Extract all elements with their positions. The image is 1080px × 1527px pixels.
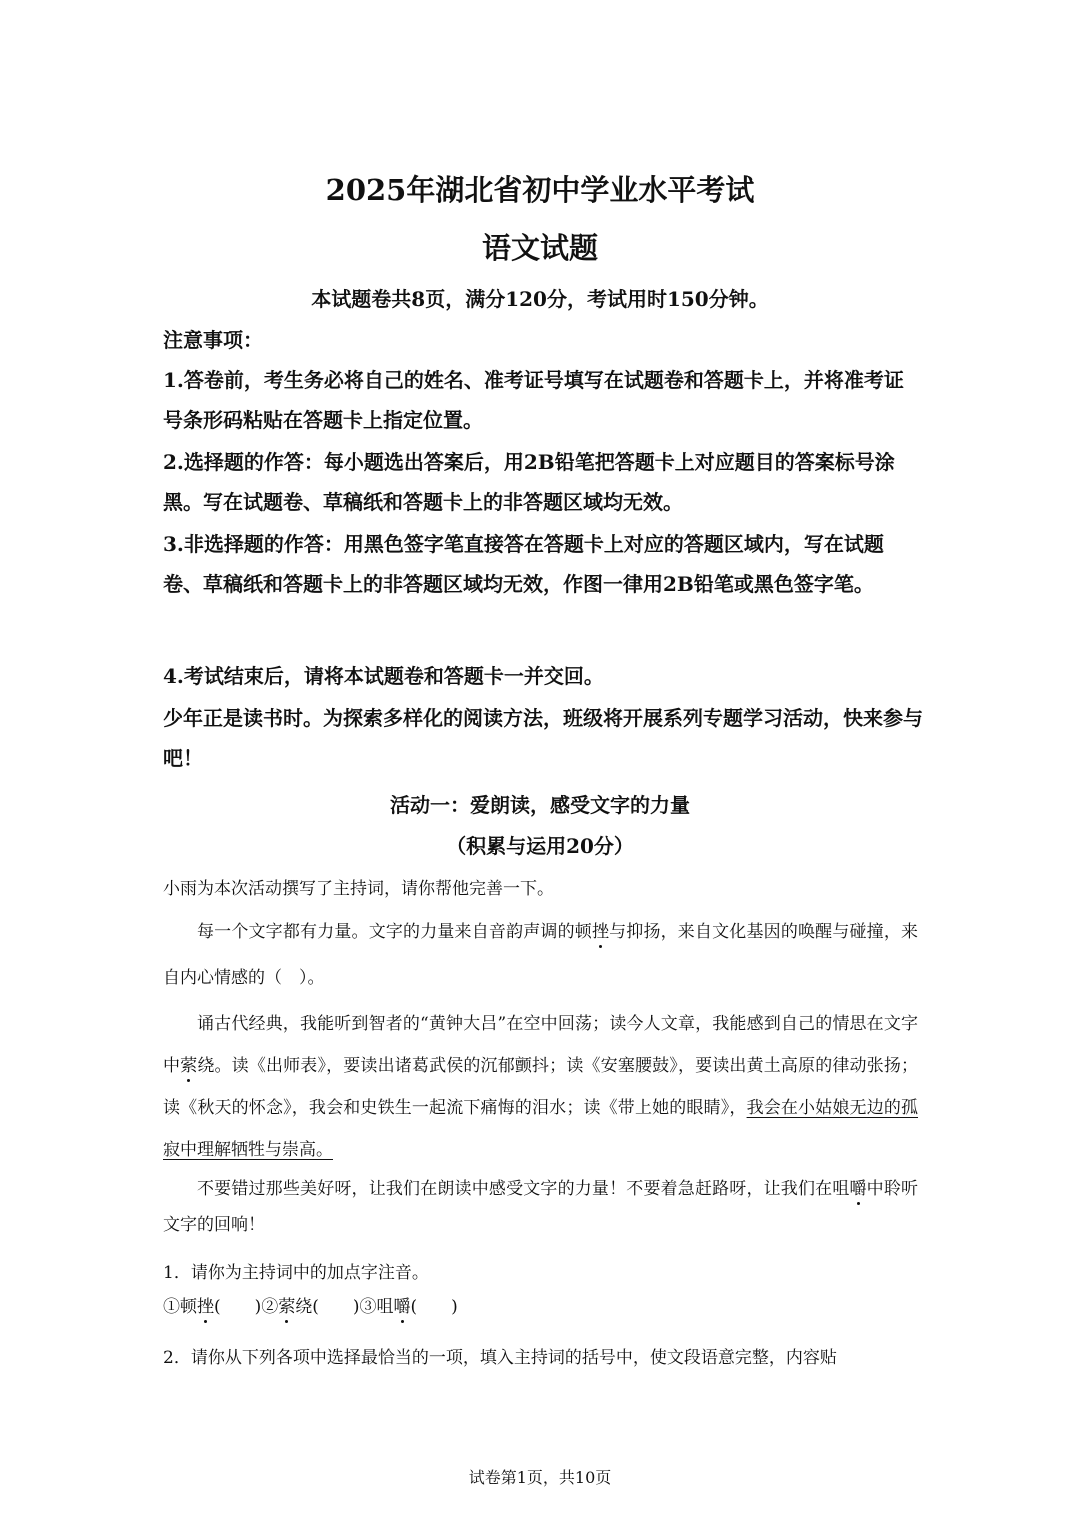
notice-item-2: 2.选择题的作答：每小题选出答案后，用2B铅笔把答题卡上对应题目的答案标号涂黑。写在试题卷、草稿纸和答题卡上的非答题区域均无效。 — [163, 450, 895, 514]
exam-title: 2025年湖北省初中学业水平考试 — [325, 173, 755, 207]
host-p1-text-a: 每一个文字都有力量。文字的力量来自音韵声调的顿 — [197, 922, 592, 942]
q1-item-c-post: ( ) — [410, 1297, 458, 1317]
lead-text: 小雨为本次活动撰写了主持词，请你帮他完善一下。 — [163, 879, 554, 899]
q1-item-a-post: ( ) — [214, 1297, 262, 1317]
notice-item-4: 4.考试结束后，请将本试题卷和答题卡一并交回。 — [163, 664, 604, 688]
question-2-stem: 2．请你从下列各项中选择最恰当的一项，填入主持词的括号中，使文段语意完整，内容贴 — [163, 1348, 837, 1368]
host-paragraph-1 — [163, 909, 918, 1001]
intro-text: 少年正是读书时。为探索多样化的阅读方法，班级将开展系列专题学习活动，快来参与吧！ — [163, 706, 923, 770]
q1-item-a-pre: ①顿 — [163, 1297, 197, 1317]
q1-item-c-dot: 嚼 — [393, 1297, 411, 1317]
host-paragraph-3 — [163, 1171, 918, 1243]
host-p3-text-a: 不要错过那些美好呀，让我们在朗读中感受文字的力量！不要着急赶路呀，让我们在咀 — [197, 1179, 850, 1199]
host-p1-text-b: 与抑扬，来自文化基因的唤醒与碰撞，来自内心情感的（ ）。 — [163, 922, 919, 988]
q1-item-b-post: 绕( ) — [295, 1297, 360, 1317]
question-1-items — [163, 1290, 458, 1324]
question-1-stem: 1．请你为主持词中的加点字注音。 — [163, 1263, 429, 1283]
host-p2-dotted-char: 萦 — [180, 1056, 198, 1076]
exam-info: 本试题卷共8页，满分120分，考试用时150分钟。 — [311, 287, 769, 311]
host-p2-underlined: 我会在小姑娘无边的孤寂中理解牺牲与崇高。 — [163, 1098, 919, 1160]
q1-item-c-pre: ③咀 — [359, 1297, 394, 1317]
host-p1-dotted-char: 挫 — [591, 922, 610, 942]
q1-item-b-pre: ② — [261, 1297, 279, 1317]
notice-item-1: 1.答卷前，考生务必将自己的姓名、准考证号填写在试题卷和答题卡上，并将准考证号条形码粘贴在答题卡上指定位置。 — [163, 368, 904, 432]
notice-item-3: 3.非选择题的作答：用黑色签字笔直接答在答题卡上对应的答题区域内，写在试题卷、草稿纸和答题卡上的非答题区域均无效，作图一律用2B铅笔或黑色签字笔。 — [163, 532, 884, 596]
notice-heading: 注意事项： — [163, 328, 263, 352]
host-p3-dotted-char: 嚼 — [849, 1179, 867, 1199]
q1-item-b-dot: 萦 — [278, 1297, 296, 1317]
host-p2-text-a: 诵古代经典，我能听到智者的“黄钟大吕”在空中回荡；读今人文章，我能感到自己的情思在文字中 — [163, 1014, 918, 1076]
host-p3-text-b: 中聆听文字的回响！ — [163, 1179, 919, 1235]
exam-subject: 语文试题 — [481, 231, 598, 265]
activity-title: 活动一：爱朗读，感受文字的力量 — [390, 793, 690, 817]
host-p2-text-b: 绕。读《出师表》，要读出诸葛武侯的沉郁颤抖；读《安塞腰鼓》，要读出黄土高原的律动张扬；读《秋天的怀念》，我会和史铁生一起流下痛悔的泪水；读《带上她的眼睛》， — [163, 1056, 919, 1118]
activity-score: （积累与运用20分） — [446, 834, 634, 858]
page-footer: 试卷第1页，共10页 — [468, 1468, 612, 1487]
q1-item-a-dot: 挫 — [197, 1297, 214, 1317]
host-paragraph-2 — [163, 1003, 918, 1171]
